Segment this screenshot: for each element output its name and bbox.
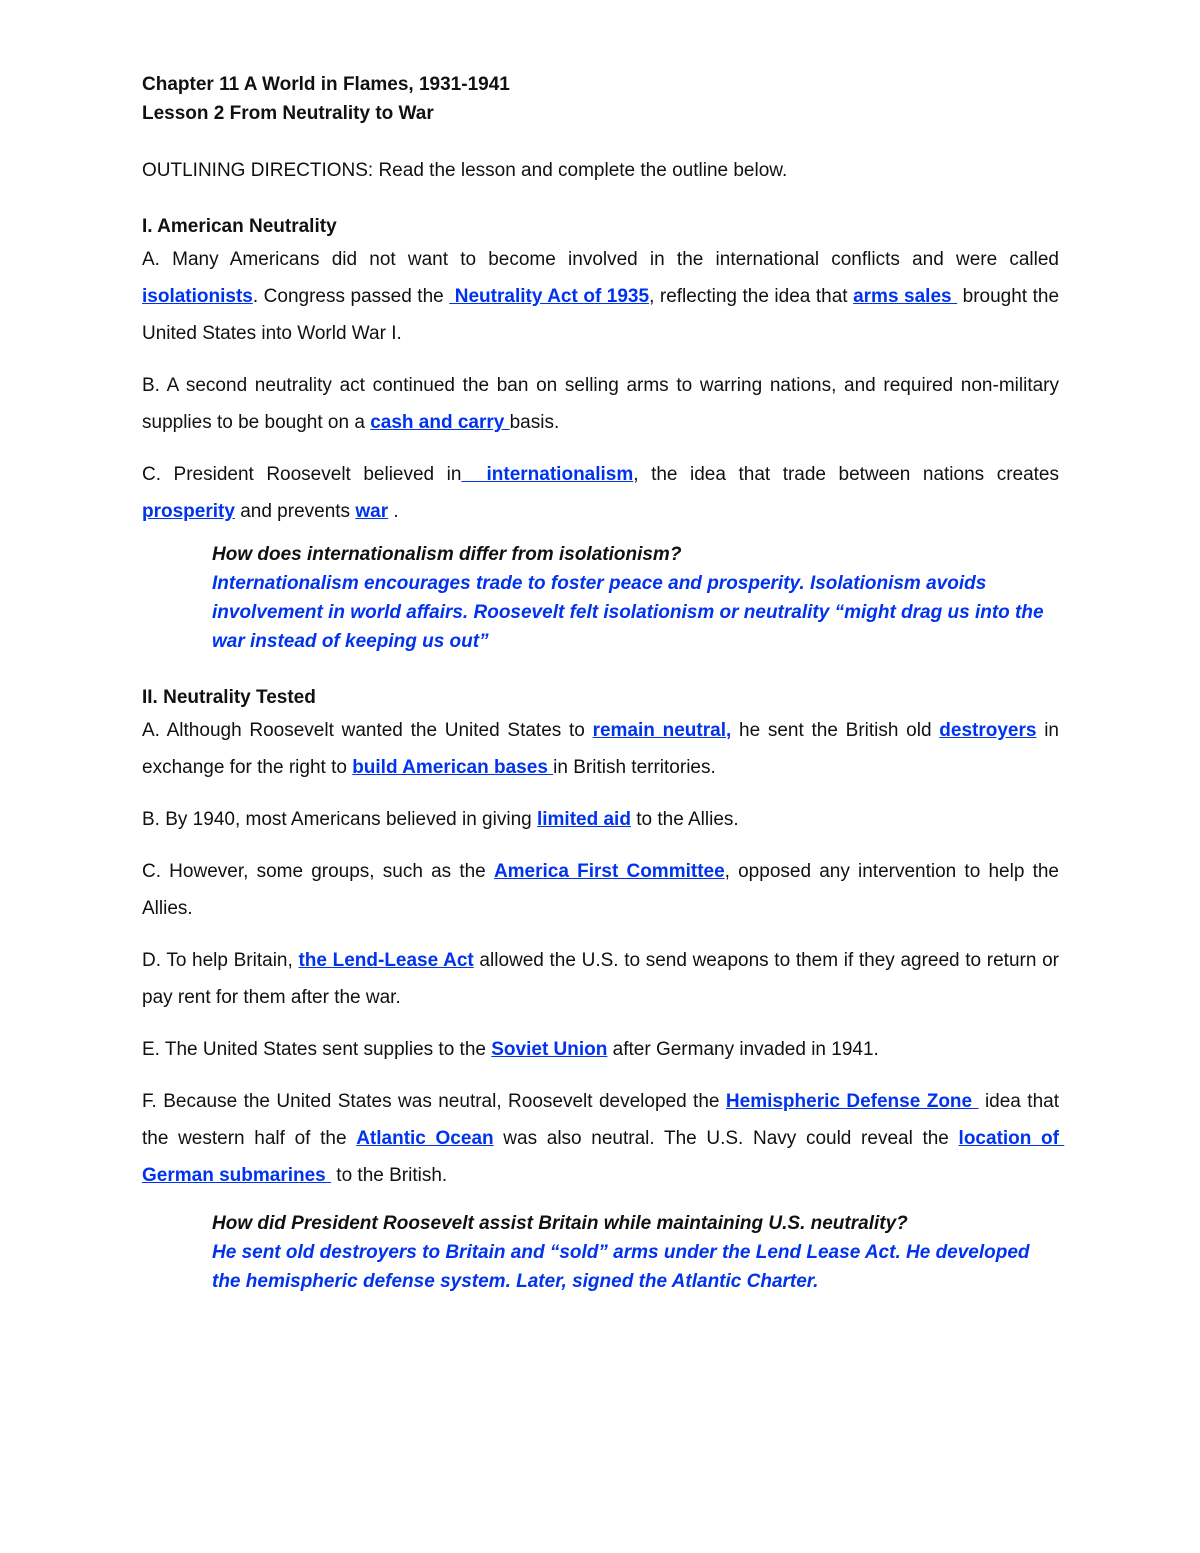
question-block-2 xyxy=(212,1209,1059,1296)
item-text: , the idea that trade between nations creates xyxy=(633,464,1059,485)
answer-cash-and-carry: cash and carry xyxy=(370,412,510,433)
outline-item-2c xyxy=(142,853,1059,927)
answer-remain-neutral: remain neutral, xyxy=(592,720,732,741)
item-text: B. A second neutrality act continued the ban on selling arms to warring nations, and required non-military supplies to be bought on a xyxy=(142,375,1059,433)
answer-prosperity: prosperity xyxy=(142,501,235,522)
outline-item-2e xyxy=(142,1031,1059,1068)
question-text: How does internationalism differ from isolationism? xyxy=(212,544,682,565)
question-block-1 xyxy=(212,540,1059,656)
answer-america-first-committee: America First Committee xyxy=(493,861,725,882)
item-text: and prevents xyxy=(234,501,356,522)
document-page xyxy=(142,70,1065,1296)
item-text: A. Although Roosevelt wanted the United States to xyxy=(142,720,593,741)
outline-item-1a xyxy=(142,241,1059,352)
answer-war: war xyxy=(355,501,389,522)
item-text: he sent the British old xyxy=(731,720,940,741)
lesson-title: Lesson 2 From Neutrality to War xyxy=(142,103,434,124)
answer-text: Internationalism encourages trade to foster peace and prosperity. Isolationism avoids involvement in world affairs. Roosevelt felt isolationism or neutrality “might drag us into the war instead of keeping us out” xyxy=(212,573,1044,652)
answer-isolationists: isolationists xyxy=(142,286,253,307)
answer-soviet-union: Soviet Union xyxy=(491,1039,608,1060)
item-text: . Congress passed the xyxy=(252,286,450,307)
item-text: D. To help Britain, xyxy=(142,950,299,971)
answer-atlantic-ocean: Atlantic Ocean xyxy=(356,1128,494,1149)
outline-item-1b xyxy=(142,367,1059,441)
outline-item-2a xyxy=(142,712,1059,786)
answer-location-of-german-submarines: location of German submarines xyxy=(142,1128,1065,1186)
item-text: A. Many Americans did not want to become involved in the international conflicts and were called xyxy=(142,249,1059,270)
outlining-directions: OUTLINING DIRECTIONS: Read the lesson and complete the outline below. xyxy=(142,160,788,181)
item-text: , opposed any intervention to help the Allies. xyxy=(142,861,1059,919)
item-text: in exchange for the right to xyxy=(142,720,1059,778)
answer-lend-lease-act: the Lend-Lease Act xyxy=(298,950,474,971)
answer-limited-aid: limited aid xyxy=(536,809,631,830)
item-text: F. Because the United States was neutral, Roosevelt developed the xyxy=(142,1091,726,1112)
item-text: idea that the western half of the xyxy=(142,1091,1059,1149)
question-text: How did President Roosevelt assist Britain while maintaining U.S. neutrality? xyxy=(212,1213,908,1234)
item-text: to the British. xyxy=(331,1165,448,1186)
item-text: C. President Roosevelt believed in xyxy=(142,464,462,485)
answer-build-american-bases: build American bases xyxy=(352,757,554,778)
item-text: , reflecting the idea that xyxy=(649,286,854,307)
item-text: was also neutral. The U.S. Navy could reveal the xyxy=(493,1128,959,1149)
outline-item-1c xyxy=(142,456,1059,530)
item-text: B. By 1940, most Americans believed in giving xyxy=(142,809,537,830)
item-text: after Germany invaded in 1941. xyxy=(607,1039,879,1060)
answer-neutrality-act: Neutrality Act of 1935 xyxy=(449,286,650,307)
item-text: allowed the U.S. to send weapons to them if they agreed to return or pay rent for them after the war. xyxy=(142,950,1059,1008)
item-text: E. The United States sent supplies to the xyxy=(142,1039,492,1060)
item-text: brought the United States into World War I. xyxy=(142,286,1060,344)
item-text: in British territories. xyxy=(553,757,716,778)
chapter-title: Chapter 11 A World in Flames, 1931-1941 xyxy=(142,74,510,95)
answer-text: He sent old destroyers to Britain and “sold” arms under the Lend Lease Act. He developed the hemispheric defense system. Later, signed the Atlantic Charter. xyxy=(212,1242,1030,1292)
section-heading-american-neutrality: I. American Neutrality xyxy=(142,216,337,237)
outline-item-2f xyxy=(142,1083,1065,1194)
item-text: basis. xyxy=(509,412,560,433)
item-text: to the Allies. xyxy=(630,809,739,830)
outline-item-2b xyxy=(142,801,1059,838)
outline-item-2d xyxy=(142,942,1059,1016)
answer-arms-sales: arms sales xyxy=(853,286,958,307)
item-text: . xyxy=(388,501,399,522)
answer-hemispheric-defense-zone: Hemispheric Defense Zone xyxy=(725,1091,979,1112)
section-heading-neutrality-tested: II. Neutrality Tested xyxy=(142,687,316,708)
answer-internationalism: internationalism xyxy=(461,464,634,485)
answer-destroyers: destroyers xyxy=(939,720,1037,741)
item-text: C. However, some groups, such as the xyxy=(142,861,494,882)
